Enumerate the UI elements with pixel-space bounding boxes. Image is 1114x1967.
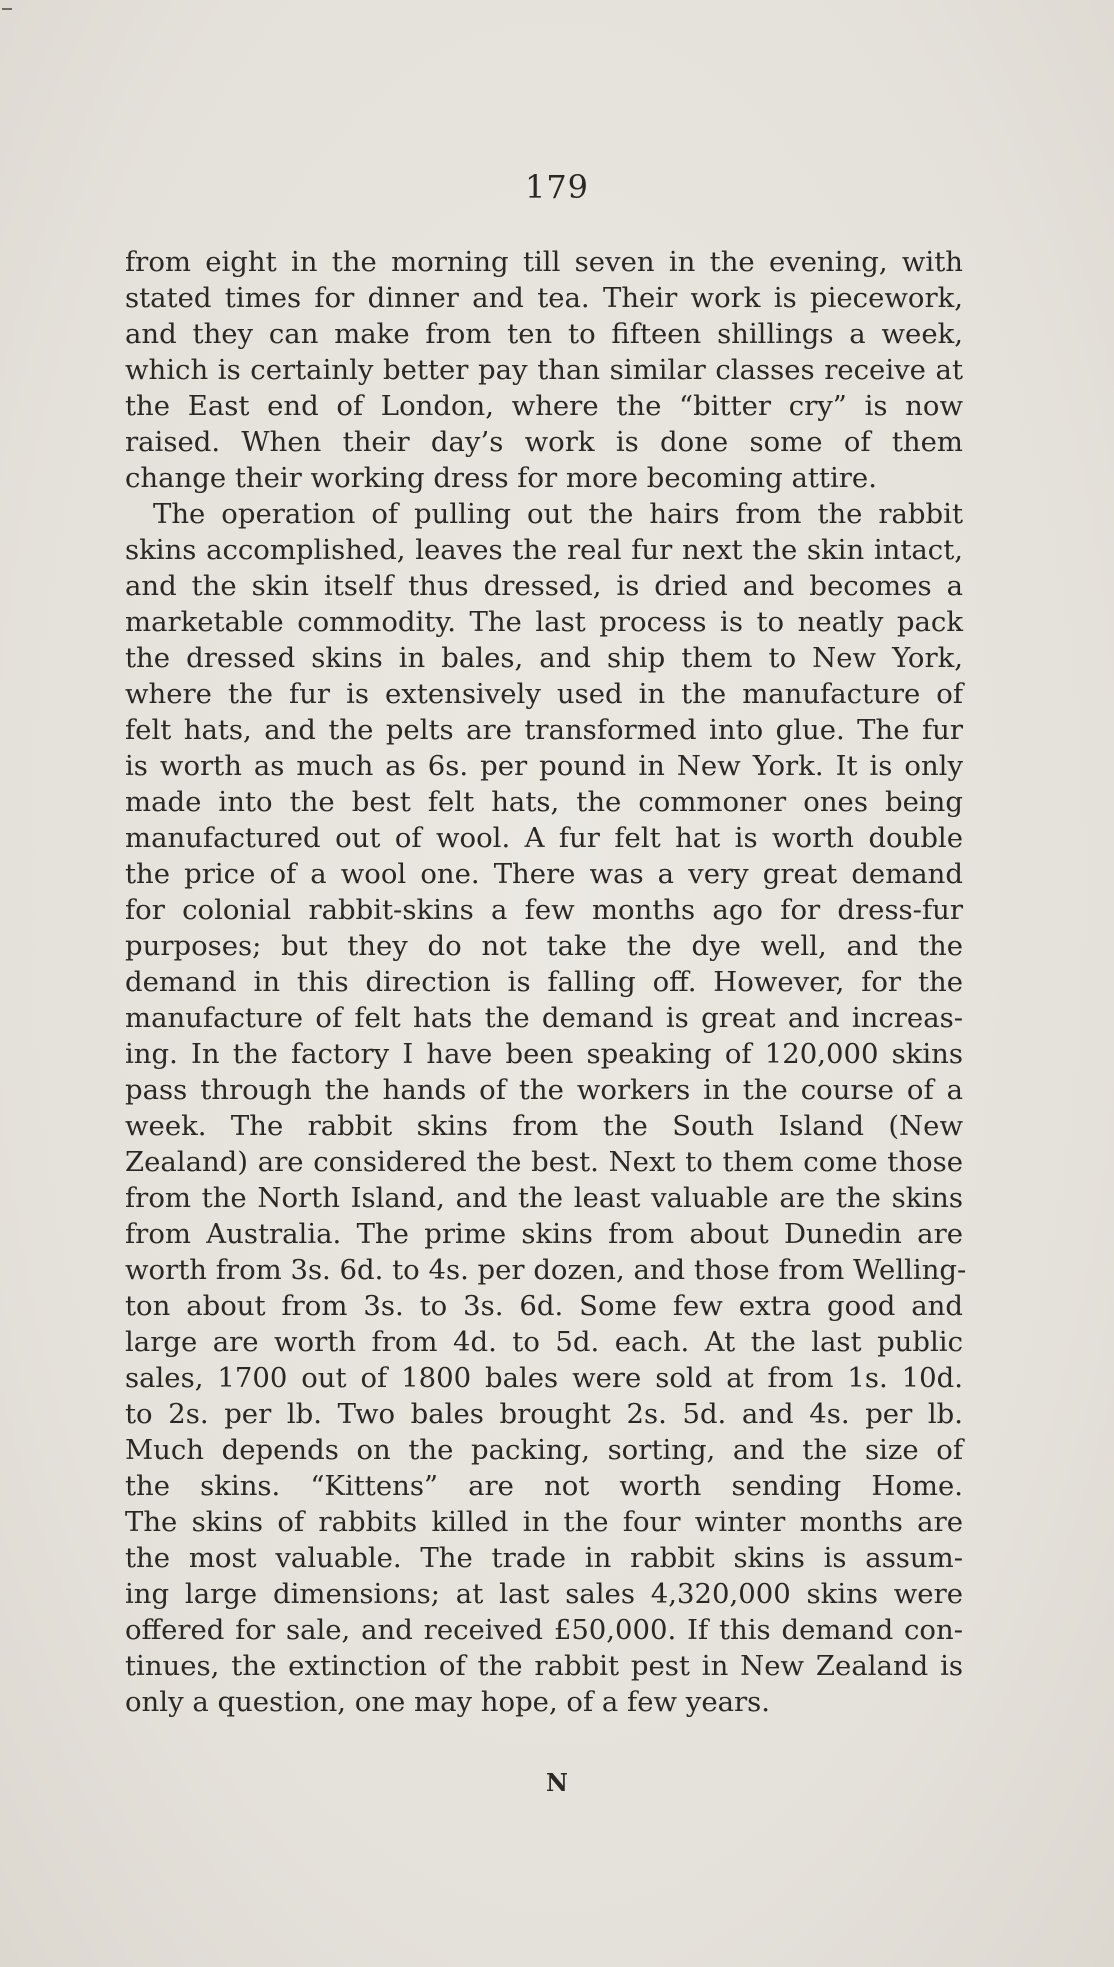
page-edge-mark <box>2 8 12 10</box>
text-line: The operation of pulling out the hairs from the rabbit <box>153 498 963 530</box>
text-line: from Australia. The prime skins from about Dunedin are <box>125 1218 963 1250</box>
text-line: skins accomplished, leaves the real fur next the skin intact, <box>125 534 963 566</box>
text-line: large are worth from 4d. to 5d. each. At the last public <box>125 1326 963 1358</box>
text-line: purposes; but they do not take the dye well, and the <box>125 930 963 962</box>
text-line: The skins of rabbits killed in the four winter months are <box>125 1506 963 1538</box>
text-line: which is certainly better pay than similar classes receive at <box>125 354 963 386</box>
text-line: from eight in the morning till seven in the evening, with <box>125 246 963 278</box>
text-line: stated times for dinner and tea. Their work is piecework, <box>125 282 963 314</box>
text-line: from the North Island, and the least valuable are the skins <box>125 1182 963 1214</box>
text-line: where the fur is extensively used in the manufacture of <box>125 678 963 710</box>
text-line: ing. In the factory I have been speaking of 120,000 skins <box>125 1038 963 1070</box>
text-line: felt hats, and the pelts are transformed into glue. The fur <box>125 714 963 746</box>
text-line: worth from 3s. 6d. to 4s. per dozen, and those from Welling- <box>125 1254 967 1286</box>
text-line: change their working dress for more becoming attire. <box>125 462 877 494</box>
text-line: the most valuable. The trade in rabbit skins is assum- <box>125 1542 963 1574</box>
text-line: the price of a wool one. There was a very great demand <box>125 858 963 890</box>
text-line: Much depends on the packing, sorting, and the size of <box>125 1434 963 1466</box>
text-line: offered for sale, and received £50,000. If this demand con- <box>125 1614 963 1646</box>
text-line: the East end of London, where the “bitter cry” is now <box>125 390 963 422</box>
text-line: sales, 1700 out of 1800 bales were sold at from 1s. 10d. <box>125 1362 963 1394</box>
text-line: manufactured out of wool. A fur felt hat is worth double <box>125 822 963 854</box>
text-line: is worth as much as 6s. per pound in New York. It is only <box>125 750 963 782</box>
signature-mark: N <box>546 1768 568 1797</box>
text-line: the dressed skins in bales, and ship them to New York, <box>125 642 963 674</box>
text-line: ing large dimensions; at last sales 4,320,000 skins were <box>125 1578 963 1610</box>
text-line: week. The rabbit skins from the South Island (New <box>125 1110 963 1142</box>
text-line: marketable commodity. The last process is to neatly pack <box>125 606 963 638</box>
text-line: pass through the hands of the workers in the course of a <box>125 1074 963 1106</box>
page-number: 179 <box>524 168 590 206</box>
text-line: for colonial rabbit-skins a few months ago for dress-fur <box>125 894 963 926</box>
text-line: made into the best felt hats, the commoner ones being <box>125 786 963 818</box>
text-line: ton about from 3s. to 3s. 6d. Some few extra good and <box>125 1290 963 1322</box>
text-line: the skins. “Kittens” are not worth sending Home. <box>125 1470 963 1502</box>
text-line: manufacture of felt hats the demand is great and increas- <box>125 1002 963 1034</box>
text-line: and the skin itself thus dressed, is dried and becomes a <box>125 570 963 602</box>
text-line: raised. When their day’s work is done some of them <box>125 426 963 458</box>
text-line: Zealand) are considered the best. Next to them come those <box>125 1146 963 1178</box>
body-text <box>125 244 967 1720</box>
text-line: demand in this direction is falling off. However, for the <box>125 966 963 998</box>
text-line: tinues, the extinction of the rabbit pest in New Zealand is <box>125 1650 963 1682</box>
text-line: and they can make from ten to fifteen shillings a week, <box>125 318 963 350</box>
text-line: only a question, one may hope, of a few years. <box>125 1686 770 1718</box>
text-line: to 2s. per lb. Two bales brought 2s. 5d. and 4s. per lb. <box>125 1398 963 1430</box>
